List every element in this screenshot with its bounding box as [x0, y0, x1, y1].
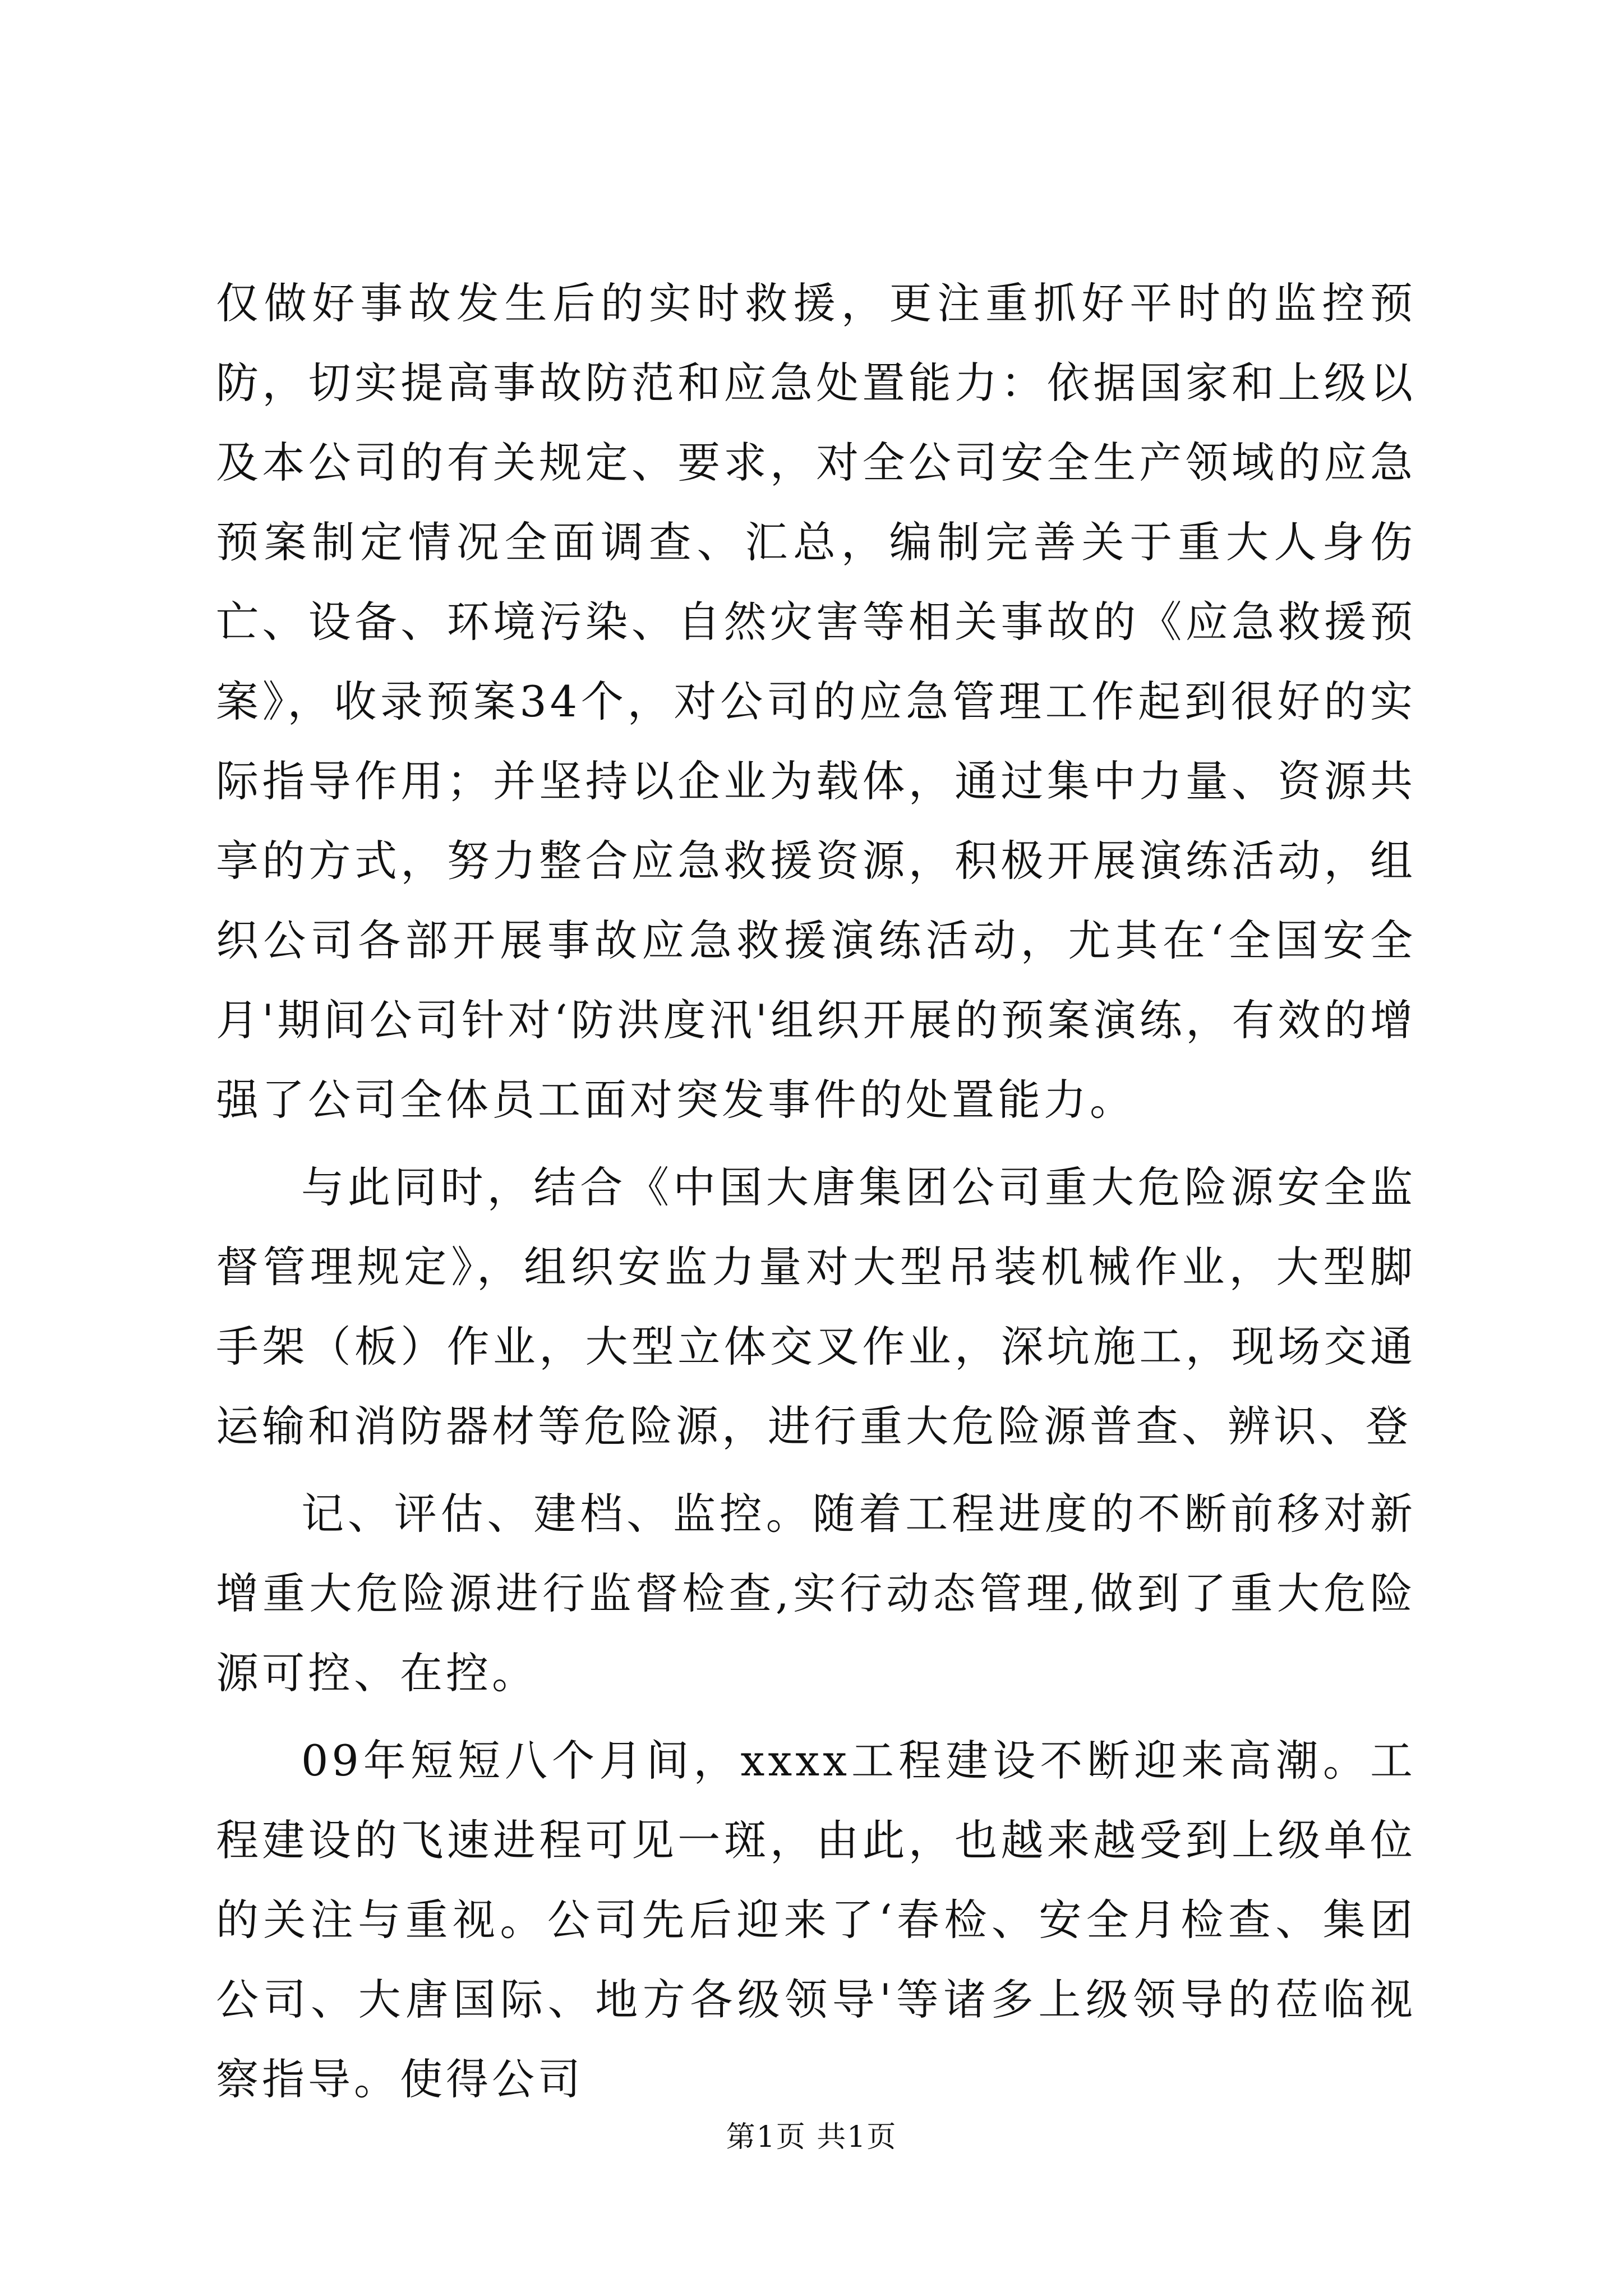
- paragraph-hazard-sources: 与此同时，结合《中国大唐集团公司重大危险源安全监督管理规定》，组织安监力量对大型吊装机械作业，大型脚手架（板）作业，大型立体交叉作业，深坑施工，现场交通运输和消防器材等危险源，进行重大危险源普查、辨识、登: [216, 1162, 1416, 1451]
- document-body: [216, 264, 1416, 2119]
- paragraph-hazard-monitoring: 记、评估、建档、监控。随着工程进度的不断前移对新增重大危险源进行监督检查,实行动态管理,做到了重大危险源可控、在控。: [216, 1489, 1416, 1698]
- paragraph-emergency-plans: 仅做好事故发生后的实时救援，更注重抓好平时的监控预防，切实提高事故防范和应急处置能力：依据国家和上级以及本公司的有关规定、要求，对全公司安全生产领域的应急预案制定情况全面调查、汇总，编制完善关于重大人身伤亡、设备、环境污染、自然灾害等相关事故的《应急救援预案》，收录预案34个，对公司的应急管理工作起到很好的实际指导作用；并坚持以企业为载体，通过集中力量、资源共享的方式，努力整合应急救援资源，积极开展演练活动，组织公司各部开展事故应急救援演练活动，尤其在‘全国安全月'期间公司针对‘防洪度汛'组织开展的预案演练，有效的增强了公司全体员工面对突发事件的处置能力。: [216, 278, 1416, 1125]
- page-footer: 第1页 共1页: [726, 2120, 897, 2154]
- paragraph-construction-progress: 09年短短八个月间，xxxx工程建设不断迎来高潮。工程建设的飞速进程可见一斑，由此，也越来越受到上级单位的关注与重视。公司先后迎来了‘春检、安全月检查、集团公司、大唐国际、地方各级领导'等诸多上级领导的莅临视察指导。使得公司: [216, 1736, 1416, 2104]
